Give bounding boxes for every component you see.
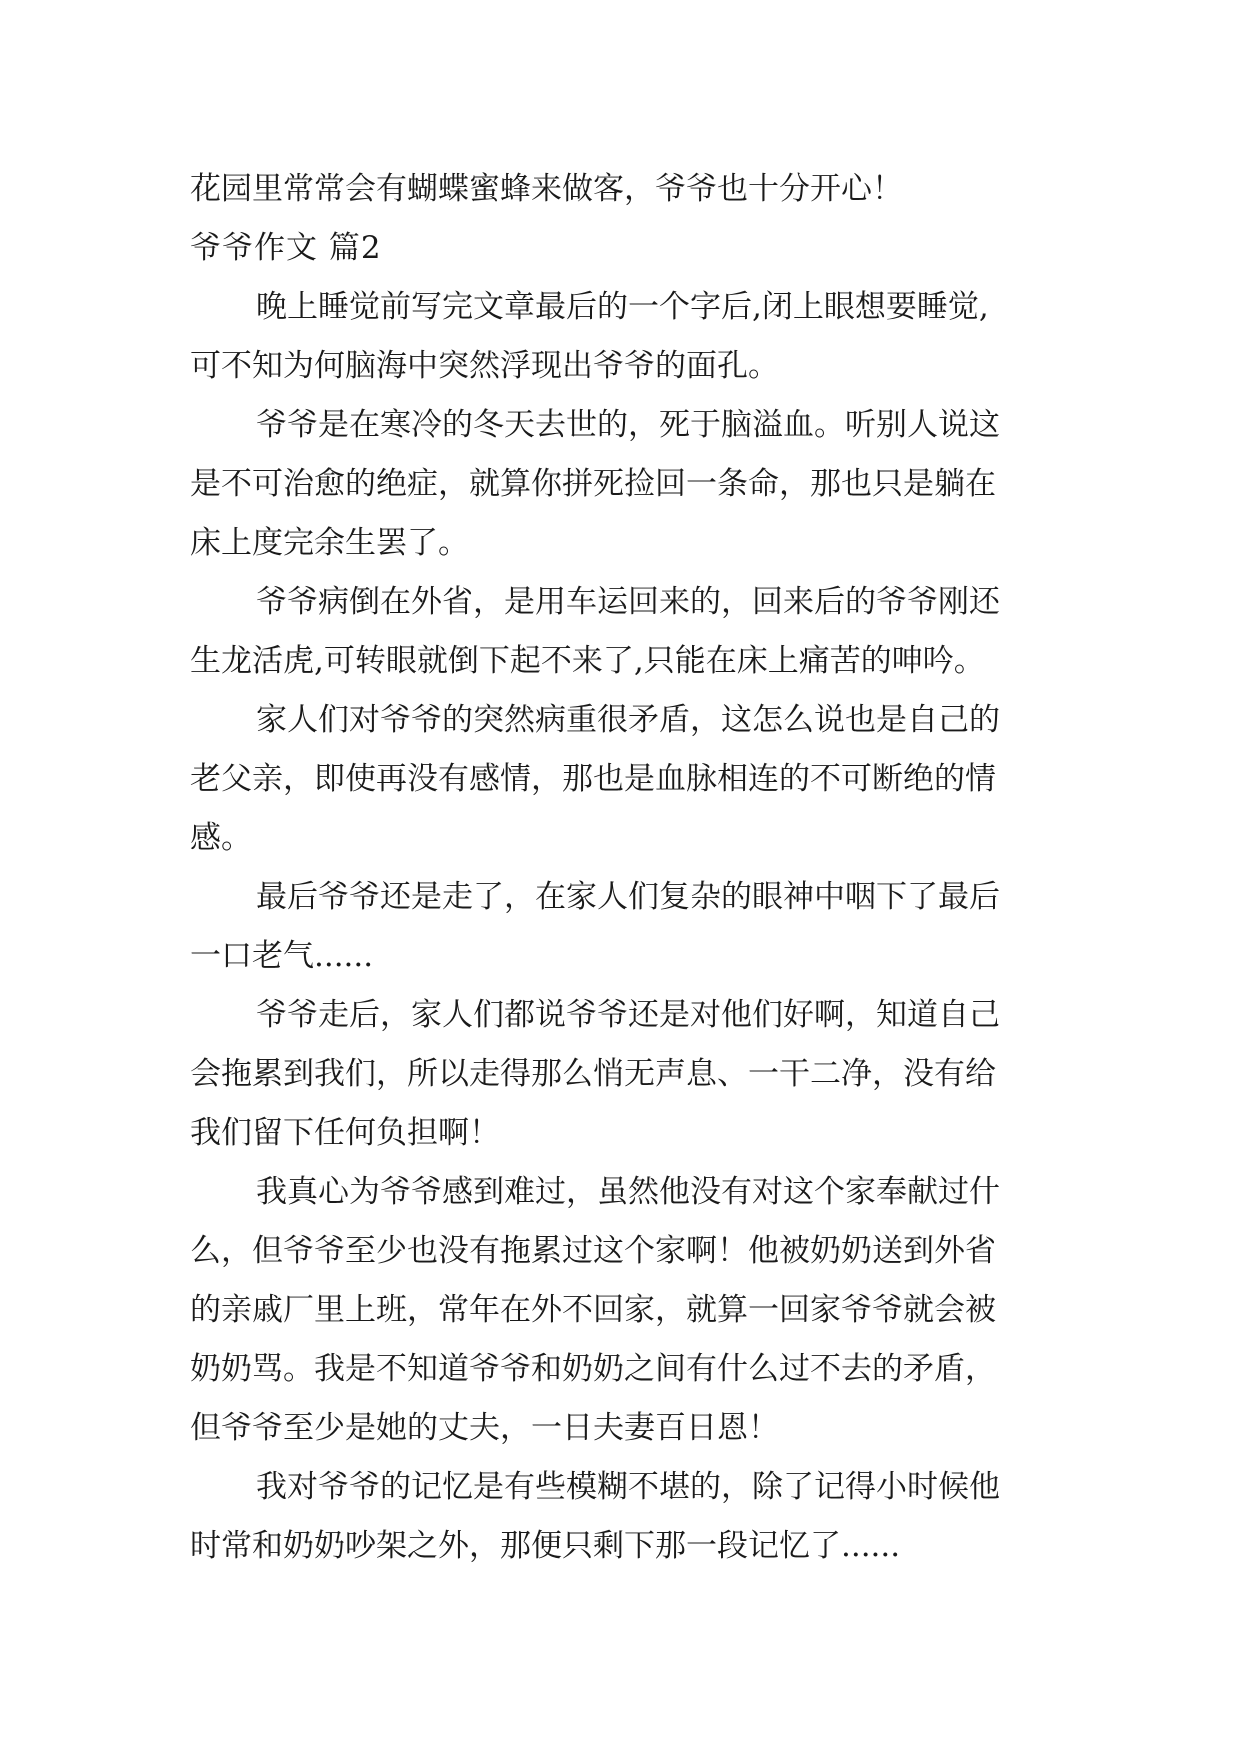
paragraph-line: 爷爷病倒在外省，是用车运回来的，回来后的爷爷刚还 xyxy=(256,584,1000,620)
paragraph-line: 最后爷爷还是走了，在家人们复杂的眼神中咽下了最后 xyxy=(256,879,1000,915)
paragraph-line: 我真心为爷爷感到难过，虽然他没有对这个家奉献过什 xyxy=(256,1174,1000,1210)
paragraph-line: 我们留下任何负担啊！ xyxy=(190,1115,500,1151)
section-heading: 爷爷作文 篇2 xyxy=(190,230,382,266)
paragraph-line: 感。 xyxy=(190,820,252,856)
paragraph-line: 时常和奶奶吵架之外，那便只剩下那一段记忆了...... xyxy=(190,1528,901,1564)
paragraph-line: 一口老气...... xyxy=(190,938,374,974)
paragraph-line: 但爷爷至少是她的丈夫，一日夫妻百日恩！ xyxy=(190,1410,779,1446)
paragraph-line: 的亲戚厂里上班，常年在外不回家，就算一回家爷爷就会被 xyxy=(190,1292,996,1328)
paragraph-line: 是不可治愈的绝症，就算你拼死捡回一条命，那也只是躺在 xyxy=(190,466,996,502)
paragraph-line: 生龙活虎,可转眼就倒下起不来了,只能在床上痛苦的呻吟。 xyxy=(190,643,985,679)
paragraph-line: 晚上睡觉前写完文章最后的一个字后,闭上眼想要睡觉, xyxy=(256,289,989,325)
paragraph-line: 爷爷是在寒冷的冬天去世的，死于脑溢血。听别人说这 xyxy=(256,407,1000,443)
paragraph-line: 奶奶骂。我是不知道爷爷和奶奶之间有什么过不去的矛盾， xyxy=(190,1351,996,1387)
paragraph-line: 可不知为何脑海中突然浮现出爷爷的面孔。 xyxy=(190,348,779,384)
paragraph-line: 家人们对爷爷的突然病重很矛盾，这怎么说也是自己的 xyxy=(256,702,1000,738)
paragraph-line: 床上度完余生罢了。 xyxy=(190,525,469,561)
paragraph-line: 我对爷爷的记忆是有些模糊不堪的，除了记得小时候他 xyxy=(256,1469,1000,1505)
paragraph-line: 爷爷走后，家人们都说爷爷还是对他们好啊，知道自己 xyxy=(256,997,1000,1033)
document-body xyxy=(190,160,1090,1576)
paragraph-line: 么，但爷爷至少也没有拖累过这个家啊！他被奶奶送到外省 xyxy=(190,1233,996,1269)
paragraph-line: 花园里常常会有蝴蝶蜜蜂来做客，爷爷也十分开心！ xyxy=(190,171,903,207)
paragraph-line: 老父亲，即使再没有感情，那也是血脉相连的不可断绝的情 xyxy=(190,761,996,797)
paragraph-line: 会拖累到我们，所以走得那么悄无声息、一干二净，没有给 xyxy=(190,1056,996,1092)
